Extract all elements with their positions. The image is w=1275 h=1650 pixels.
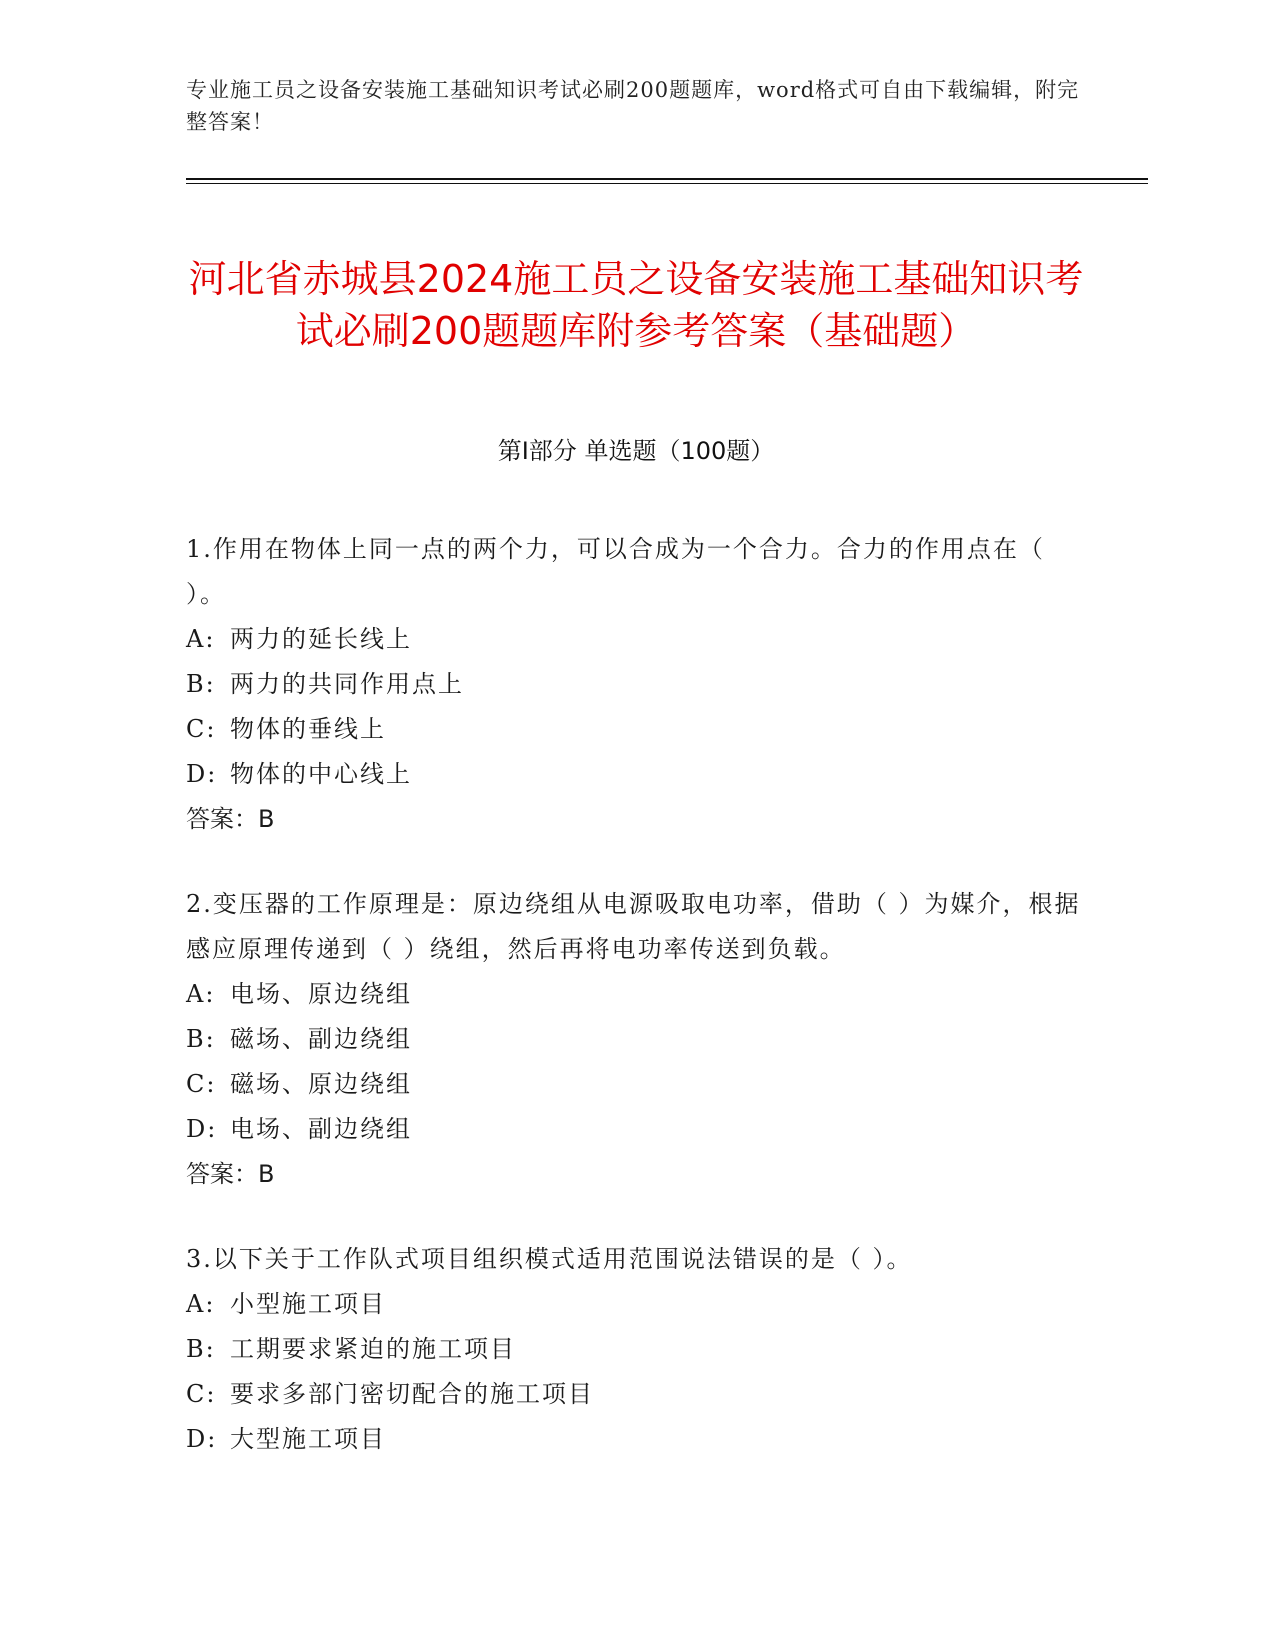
document-page (186, 0, 1146, 1650)
option-text: 磁场、副边绕组 (230, 1025, 412, 1053)
question-option-c (186, 707, 1086, 752)
option-letter: C: (186, 1070, 217, 1098)
question-option-d (186, 1417, 1086, 1462)
option-text: 小型施工项目 (230, 1290, 386, 1318)
option-letter: A: (186, 1290, 216, 1318)
question-stem: 3.以下关于工作队式项目组织模式适用范围说法错误的是（ ）。 (186, 1245, 913, 1273)
question-option-a (186, 1282, 1086, 1327)
header-note: 专业施工员之设备安装施工基础知识考试必刷200题题库，word格式可自由下载编辑，附完整答案！ (186, 78, 1080, 134)
document-title: 河北省赤城县2024施工员之设备安装施工基础知识考试必刷200题题库附参考答案（基础题） (188, 257, 1084, 354)
question-answer: 答案：B (186, 805, 275, 833)
option-letter: D: (186, 1115, 218, 1143)
question-option-b (186, 1017, 1086, 1062)
question-answer: 答案：B (186, 1160, 275, 1188)
option-text: 两力的共同作用点上 (230, 670, 464, 698)
option-text: 物体的垂线上 (230, 715, 386, 743)
option-letter: B: (186, 1335, 216, 1363)
option-letter: B: (186, 1025, 216, 1053)
question-2 (186, 882, 1086, 1197)
option-letter: C: (186, 715, 217, 743)
header-rule-thick (186, 178, 1148, 180)
question-option-c (186, 1372, 1086, 1417)
question-list (186, 527, 1086, 1502)
option-text: 两力的延长线上 (230, 625, 412, 653)
option-text: 电场、原边绕组 (230, 980, 412, 1008)
option-text: 要求多部门密切配合的施工项目 (230, 1380, 594, 1408)
option-text: 工期要求紧迫的施工项目 (230, 1335, 516, 1363)
question-stem: 2.变压器的工作原理是：原边绕组从电源吸取电功率，借助（ ）为媒介，根据感应原理传递到（ ）绕组，然后再将电功率传送到负载。 (186, 890, 1081, 963)
option-text: 大型施工项目 (230, 1425, 386, 1453)
question-option-a (186, 617, 1086, 662)
question-option-b (186, 1327, 1086, 1372)
option-letter: C: (186, 1380, 217, 1408)
question-option-d (186, 1107, 1086, 1152)
question-3 (186, 1237, 1086, 1462)
question-stem: 1.作用在物体上同一点的两个力，可以合成为一个合力。合力的作用点在（ ）。 (186, 535, 1045, 608)
option-letter: A: (186, 980, 216, 1008)
option-text: 物体的中心线上 (230, 760, 412, 788)
section-title: 第Ⅰ部分 单选题（100题） (497, 437, 775, 465)
option-text: 磁场、原边绕组 (230, 1070, 412, 1098)
option-text: 电场、副边绕组 (230, 1115, 412, 1143)
question-option-c (186, 1062, 1086, 1107)
option-letter: B: (186, 670, 216, 698)
question-option-a (186, 972, 1086, 1017)
header-rule-thin (186, 183, 1148, 184)
option-letter: D: (186, 760, 218, 788)
option-letter: A: (186, 625, 216, 653)
option-letter: D: (186, 1425, 218, 1453)
question-1 (186, 527, 1086, 842)
question-option-b (186, 662, 1086, 707)
question-option-d (186, 752, 1086, 797)
